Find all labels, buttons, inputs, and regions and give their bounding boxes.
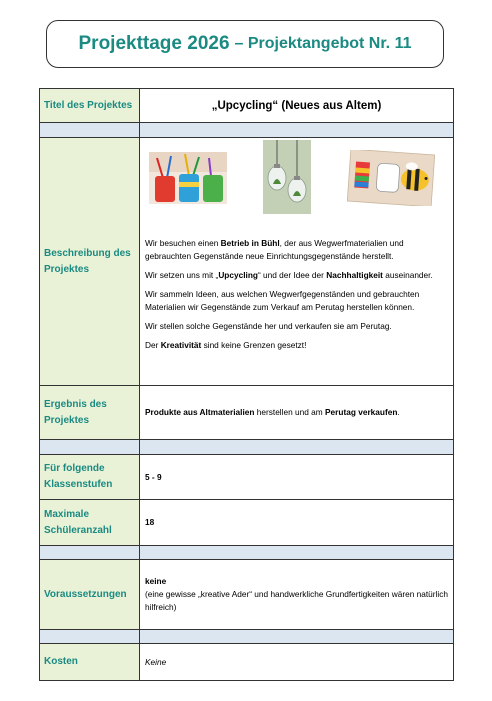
row-klassen — [40, 455, 454, 500]
desc-paragraph-2: Wir setzen uns mit „Upcycling“ und der Idee der Nachhaltigkeit auseinander. — [145, 270, 433, 280]
page-header — [46, 20, 444, 68]
row-ergebnis — [40, 386, 454, 440]
value-kosten: Keine — [140, 644, 454, 681]
spacer-row — [40, 123, 454, 138]
row-beschreibung — [40, 138, 454, 386]
desc-paragraph-5: Der Kreativität sind keine Grenzen gesetzt! — [145, 340, 307, 350]
bulb-photo-image — [263, 140, 311, 214]
desc-paragraph-1: Wir besuchen einen Betrieb in Bühl, der aus Wegwerfmaterialien und gebrauchten Gegenstände neue Einrichtungsgegenstände herstellt. — [145, 238, 404, 261]
label-schueler: Maximale Schüleranzahl — [40, 500, 140, 546]
bottle-bee-photo-image — [347, 150, 435, 206]
row-kosten — [40, 644, 454, 681]
spacer-row — [40, 546, 454, 560]
value-voraussetzungen: keine (eine gewisse „kreative Ader“ und handwerkliche Grundfertigkeiten wären natürlich hilfreich) — [140, 560, 454, 630]
label-voraussetzungen: Voraussetzungen — [40, 560, 140, 630]
label-kosten: Kosten — [40, 644, 140, 681]
project-table — [39, 88, 454, 681]
row-voraussetzungen — [40, 560, 454, 630]
desc-paragraph-4: Wir stellen solche Gegenstände her und verkaufen sie am Perutag. — [145, 321, 392, 331]
desc-paragraph-3: Wir sammeln Ideen, aus welchen Wegwerfgegenständen und gebrauchten Materialien wir Gegenstände zum Verkauf am Perutag herstellen können. — [145, 289, 420, 312]
value-klassen: 5 - 9 — [140, 455, 454, 500]
row-schueler — [40, 500, 454, 546]
value-titel: „Upcycling“ (Neues aus Altem) — [140, 89, 454, 123]
label-titel: Titel des Projektes — [40, 89, 140, 123]
page-subtitle: – Projektangebot Nr. 11 — [234, 35, 412, 52]
spacer-row — [40, 440, 454, 455]
label-ergebnis: Ergebnis des Projektes — [40, 386, 140, 440]
label-klassen: Für folgende Klassenstufen — [40, 455, 140, 500]
page-title: Projekttage 2026 — [78, 33, 230, 54]
jar-photo-image — [149, 152, 227, 204]
value-beschreibung — [140, 138, 454, 386]
project-images — [145, 138, 448, 226]
spacer-row — [40, 630, 454, 644]
label-beschreibung: Beschreibung des Projektes — [40, 138, 140, 386]
row-titel — [40, 89, 454, 123]
value-ergebnis: Produkte aus Altmaterialien herstellen und am Perutag verkaufen. — [140, 386, 454, 440]
value-schueler: 18 — [140, 500, 454, 546]
